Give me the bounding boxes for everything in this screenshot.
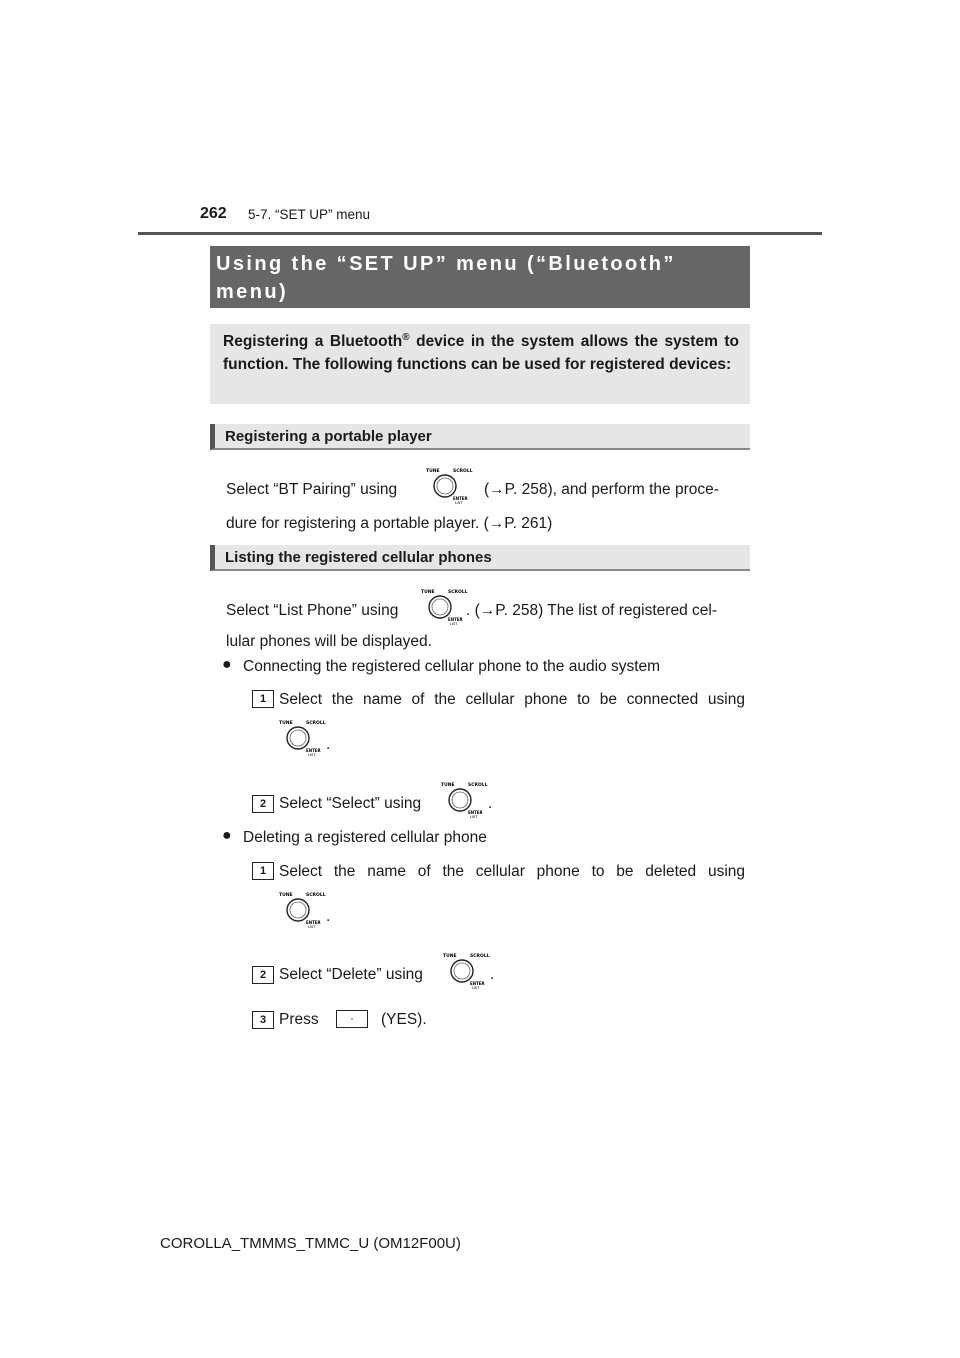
- intro-box: [210, 324, 750, 404]
- header-rule: [138, 232, 822, 235]
- bullet-icon: ●: [222, 827, 232, 844]
- phones-line1-a: Select “List Phone” using: [226, 602, 399, 619]
- page-title-line1: Using the “SET UP” menu (“Bluetooth”: [216, 253, 676, 275]
- bullet-icon: ●: [222, 656, 232, 673]
- delete-step1-end: .: [326, 908, 331, 925]
- intro-text-1: Registering a Bluetooth: [223, 333, 403, 350]
- knob-label-scroll: SCROLL: [306, 721, 326, 726]
- connect-step2-text: Select “Select” using: [279, 795, 422, 812]
- tune-scroll-knob-icon: [419, 587, 468, 626]
- knob-label-tune: TUNE: [279, 893, 293, 898]
- step-number-badge: 3: [252, 1011, 274, 1029]
- knob-label-enter: ENTER: [453, 496, 468, 501]
- knob-label-tune: TUNE: [421, 590, 435, 595]
- knob-label-enter: ENTER: [468, 810, 483, 815]
- delete-step1-text: Select the name of the cellular phone to be deleted using: [279, 863, 745, 880]
- phones-line2: lular phones will be displayed.: [226, 633, 432, 650]
- knob-label-list: LIST: [472, 986, 480, 990]
- step-number-badge: 1: [252, 862, 274, 880]
- delete-step3-suffix: (YES).: [381, 1011, 427, 1028]
- knob-label-list: LIST: [308, 753, 316, 757]
- knob-label-scroll: SCROLL: [448, 590, 468, 595]
- knob-label-scroll: SCROLL: [453, 469, 473, 474]
- connect-step2-end: .: [488, 795, 493, 812]
- knob-label-list: LIST: [470, 815, 478, 819]
- knob-label-tune: TUNE: [426, 469, 440, 474]
- phones-line1-b: . (→P. 258) The list of registered cel-: [466, 602, 717, 619]
- knob-label-list: LIST: [308, 925, 316, 929]
- portable-line1-a: Select “BT Pairing” using: [226, 481, 398, 498]
- portable-line2: dure for registering a portable player. (→P. 261): [226, 515, 553, 532]
- knob-label-scroll: SCROLL: [306, 893, 326, 898]
- page-title-line2: menu): [216, 281, 288, 303]
- knob-label-scroll: SCROLL: [468, 783, 488, 788]
- knob-label-enter: ENTER: [306, 920, 321, 925]
- connect-title: Connecting the registered cellular phone to the audio system: [243, 658, 661, 675]
- step-number-badge: 2: [252, 966, 274, 984]
- footer-model-code: COROLLA_TMMMS_TMMC_U (OM12F00U): [160, 1235, 461, 1252]
- tune-scroll-knob-icon: [441, 951, 490, 990]
- knob-label-enter: ENTER: [470, 981, 485, 986]
- tune-scroll-knob-icon: [277, 718, 326, 757]
- step-number-badge: 2: [252, 795, 274, 813]
- knob-label-list: LIST: [450, 622, 458, 626]
- subheading-portable-player: Registering a portable player: [210, 424, 750, 450]
- page-title: [210, 246, 750, 308]
- delete-step2-text: Select “Delete” using: [279, 966, 423, 983]
- knob-label-enter: ENTER: [306, 748, 321, 753]
- knob-label-list: LIST: [455, 501, 463, 505]
- page-number: 262: [200, 205, 227, 222]
- delete-step3-press: Press: [279, 1011, 319, 1028]
- delete-step2-end: .: [490, 966, 495, 983]
- knob-label-scroll: SCROLL: [470, 954, 490, 959]
- knob-label-enter: ENTER: [448, 617, 463, 622]
- tune-scroll-knob-icon: [439, 780, 488, 819]
- knob-label-tune: TUNE: [279, 721, 293, 726]
- portable-line1-b: (→P. 258), and perform the proce-: [484, 481, 719, 498]
- section-reference: 5-7. “SET UP” menu: [248, 207, 371, 222]
- tune-scroll-knob-icon: [424, 466, 473, 505]
- tune-scroll-knob-icon: [277, 890, 326, 929]
- knob-label-tune: TUNE: [443, 954, 457, 959]
- delete-title: Deleting a registered cellular phone: [243, 829, 487, 846]
- step-number-badge: 1: [252, 690, 274, 708]
- yes-button-icon: ·: [336, 1010, 368, 1028]
- subheading-registered-phones: Listing the registered cellular phones: [210, 545, 750, 571]
- knob-label-tune: TUNE: [441, 783, 455, 788]
- connect-step1-text: Select the name of the cellular phone to be connected using: [279, 691, 745, 708]
- intro-text-2: device in the system allows the system to function. The following functions can be used for registered devices:: [223, 333, 739, 373]
- registered-mark: ®: [402, 331, 410, 343]
- connect-step1-end: .: [326, 736, 331, 753]
